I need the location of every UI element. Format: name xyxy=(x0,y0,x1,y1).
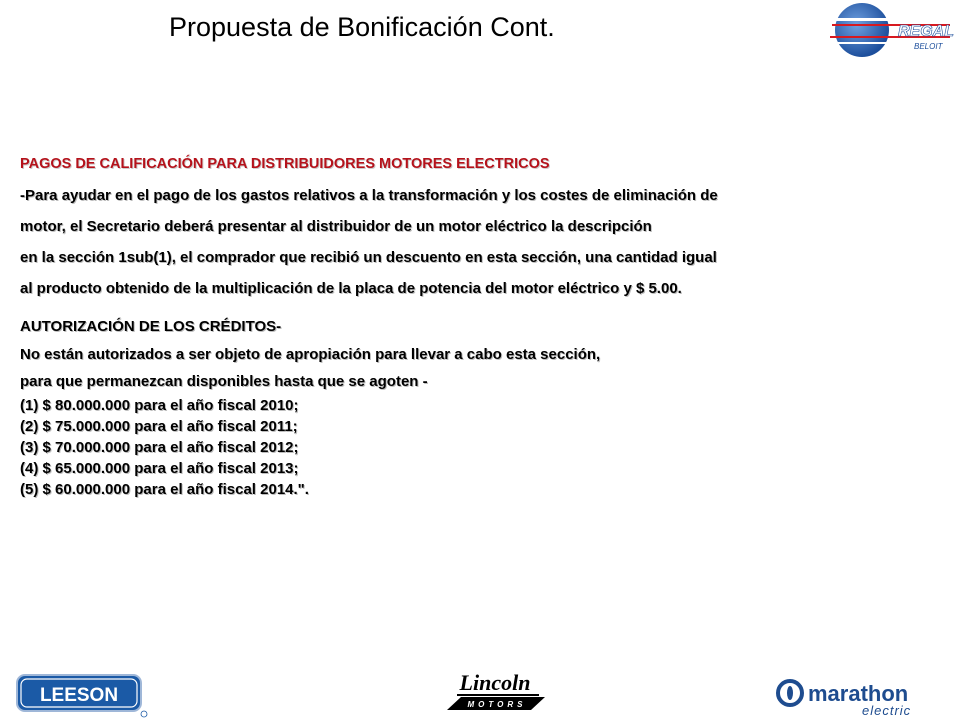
leeson-logo xyxy=(16,674,148,718)
electric-logo-text: electric xyxy=(862,703,912,718)
section-heading-autorizacion: AUTORIZACIÓN DE LOS CRÉDITOS- xyxy=(20,318,282,335)
lincoln-motors-logo xyxy=(443,664,549,716)
regal-beloit-logo xyxy=(818,2,956,58)
authorization-text: para que permanezcan disponibles hasta que se agoten - xyxy=(20,373,428,390)
fiscal-year-item: (2) $ 75.000.000 para el año fiscal 2011; xyxy=(20,418,298,435)
marathon-logo-text: marathon xyxy=(808,681,909,706)
leeson-logo-text: LEESON xyxy=(39,685,119,706)
marathon-electric-logo xyxy=(776,676,944,718)
fiscal-year-item: (3) $ 70.000.000 para el año fiscal 2012; xyxy=(20,439,299,456)
motors-logo-text: MOTORS xyxy=(467,700,527,709)
paragraph-line: -Para ayudar en el pago de los gastos relativos a la transformación y los costes de eliminación de xyxy=(20,187,718,204)
paragraph-line: en la sección 1sub(1), el comprador que recibió un descuento en esta sección, una cantidad igual xyxy=(20,249,717,266)
lincoln-logo-text: Lincoln xyxy=(459,670,531,695)
slide-body xyxy=(20,156,920,500)
regal-logo-text: REGAL xyxy=(898,23,954,40)
paragraph-line: motor, el Secretario deberá presentar al distribuidor de un motor eléctrico la descripción xyxy=(20,218,652,235)
slide-title: Propuesta de Bonificación Cont. xyxy=(169,12,555,42)
fiscal-year-item: (5) $ 60.000.000 para el año fiscal 2014.". xyxy=(20,481,309,498)
paragraph-line: al producto obtenido de la multiplicación de la placa de potencia del motor eléctrico y $ 5.00. xyxy=(20,280,682,297)
fiscal-year-item: (4) $ 65.000.000 para el año fiscal 2013; xyxy=(20,460,299,477)
fiscal-year-item: (1) $ 80.000.000 para el año fiscal 2010; xyxy=(20,397,299,414)
authorization-text: No están autorizados a ser objeto de apropiación para llevar a cabo esta sección, xyxy=(20,346,601,363)
section-heading-pagos: PAGOS DE CALIFICACIÓN PARA DISTRIBUIDORES MOTORES ELECTRICOS xyxy=(20,156,550,172)
authorization-block xyxy=(20,313,920,500)
beloit-logo-text: BELOIT xyxy=(914,42,943,51)
